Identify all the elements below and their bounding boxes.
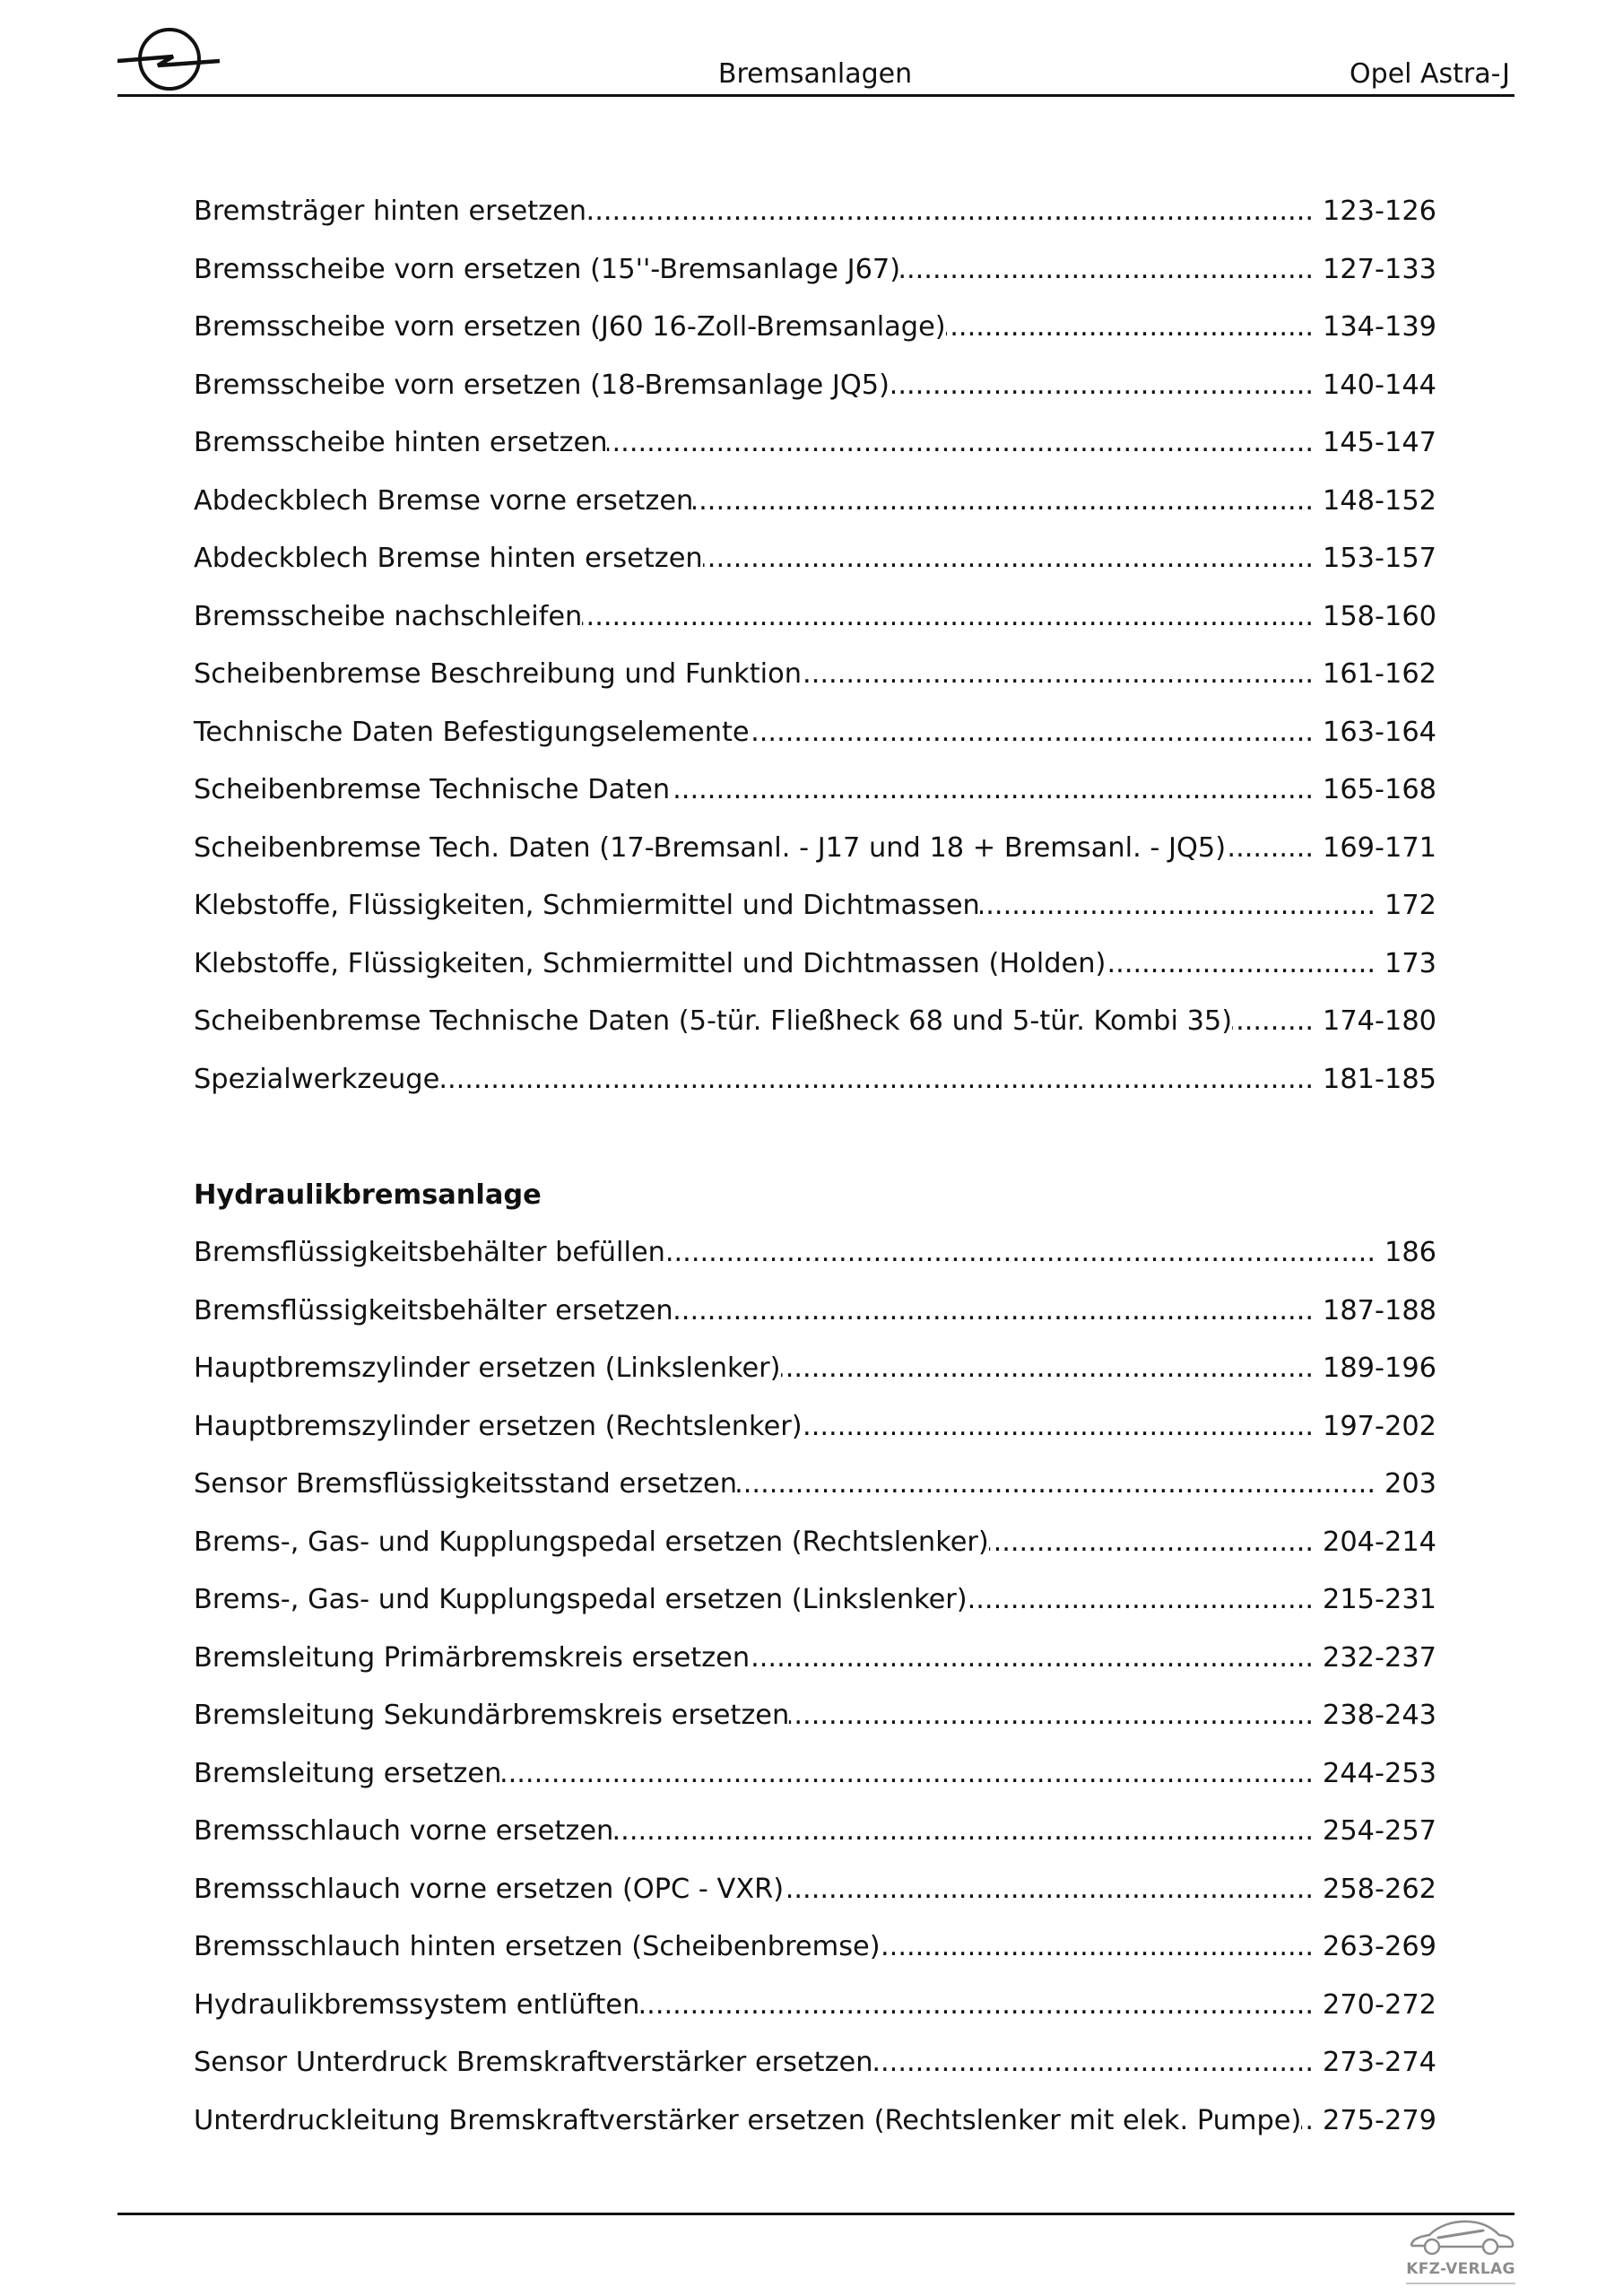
dot-leader	[890, 357, 1315, 415]
toc-entry-title: Bremsflüssigkeitsbehälter ersetzen	[194, 1294, 673, 1326]
toc-entry	[194, 935, 1436, 994]
toc-entry-title: Bremsleitung ersetzen	[194, 1757, 502, 1789]
toc-entry-title: Scheibenbremse Technische Daten (5-tür. Fließheck 68 und 5-tür. Kombi 35)	[194, 1005, 1233, 1037]
toc-entry-pages: 189-196	[1323, 1352, 1436, 1384]
toc-entry	[194, 299, 1436, 357]
toc-entry-title: Bremsscheibe hinten ersetzen	[194, 427, 608, 458]
dot-leader	[439, 1051, 1315, 1109]
dot-leader	[873, 2034, 1316, 2092]
toc-entry	[194, 530, 1436, 588]
toc-entry-pages: 263-269	[1323, 1931, 1436, 1962]
toc-entry	[194, 1283, 1436, 1341]
toc-entry-pages: 181-185	[1323, 1063, 1436, 1095]
toc-entry	[194, 183, 1436, 241]
toc-entry	[194, 357, 1436, 415]
section-spacer	[194, 1109, 1436, 1167]
toc-entry-title: Brems-, Gas- und Kupplungspedal ersetzen (Rechtslenker)	[194, 1526, 989, 1558]
toc-entry-pages: 197-202	[1323, 1410, 1436, 1442]
dot-leader	[670, 761, 1315, 820]
toc-entry	[194, 1051, 1436, 1109]
toc-entry	[194, 877, 1436, 935]
toc-entry-pages: 145-147	[1323, 427, 1436, 458]
toc-entry-pages: 173	[1384, 947, 1436, 979]
toc-entry-title: Bremsträger hinten ersetzen	[194, 196, 587, 227]
dot-leader	[693, 473, 1315, 531]
toc-entry-title: Scheibenbremse Beschreibung und Funktion	[194, 658, 802, 690]
toc-entry-title: Sensor Bremsflüssigkeitsstand ersetzen	[194, 1468, 737, 1500]
toc-entry-title: Hydraulikbremssystem entlüften	[194, 1988, 640, 2021]
toc-entry-title: Bremsscheibe vorn ersetzen (18-Bremsanlage JQ5)	[194, 369, 890, 401]
toc-entry	[194, 1514, 1436, 1572]
toc-entry-title: Spezialwerkzeuge	[194, 1063, 440, 1095]
toc-entry-pages: 163-164	[1323, 716, 1436, 748]
toc-entry-title: Abdeckblech Bremse hinten ersetzen	[194, 543, 703, 574]
toc-entry-pages: 169-171	[1323, 831, 1436, 864]
toc-entry-title: Technische Daten Befestigungselemente	[194, 716, 750, 748]
section-heading: Hydraulikbremsanlage	[194, 1178, 542, 1211]
toc-entry-pages: 153-157	[1323, 543, 1436, 574]
dot-leader	[802, 646, 1315, 704]
toc-entry	[194, 646, 1436, 704]
toc-entry	[194, 1745, 1436, 1804]
toc-entry	[194, 1340, 1436, 1398]
dot-leader	[781, 1340, 1315, 1398]
toc-entry	[194, 241, 1436, 300]
toc-entry-pages: 127-133	[1323, 253, 1436, 285]
toc-entry	[194, 1687, 1436, 1745]
toc-entry-title: Scheibenbremse Technische Daten	[194, 774, 671, 805]
toc-entry	[194, 414, 1436, 473]
dot-leader	[613, 1803, 1315, 1861]
toc-entry-title: Brems-, Gas- und Kupplungspedal ersetzen (Linkslenker)	[194, 1584, 968, 1615]
toc-entry-pages: 134-139	[1323, 311, 1436, 343]
dot-leader	[673, 1283, 1315, 1341]
toc-entry-title: Bremsleitung Sekundärbremskreis ersetzen	[194, 1700, 790, 1731]
dot-leader	[900, 241, 1315, 300]
toc-entry-pages: 204-214	[1323, 1526, 1436, 1558]
toc-entry-pages: 270-272	[1323, 1988, 1436, 2021]
dot-leader	[968, 1571, 1315, 1630]
dot-leader	[750, 1630, 1315, 1688]
dot-leader	[586, 183, 1315, 241]
dot-leader	[737, 1456, 1377, 1514]
toc-entry-title: Bremsschlauch vorne ersetzen	[194, 1815, 614, 1847]
dot-leader	[1301, 2092, 1315, 2151]
toc-entry-pages: 215-231	[1323, 1584, 1436, 1615]
toc-entry-title: Scheibenbremse Tech. Daten (17-Bremsanl. - J17 und 18 + Bremsanl. - JQ5)	[194, 831, 1227, 864]
toc-entry-pages: 203	[1384, 1468, 1436, 1500]
toc-entry	[194, 1398, 1436, 1457]
toc-entry-pages: 238-243	[1323, 1700, 1436, 1731]
dot-leader	[980, 877, 1377, 935]
dot-leader	[665, 1224, 1377, 1283]
toc-entry-title: Bremsscheibe vorn ersetzen (15''-Bremsanlage J67)	[194, 253, 901, 285]
toc-entry-title: Bremsschlauch vorne ersetzen (OPC - VXR)	[194, 1873, 785, 1905]
toc-entry	[194, 473, 1436, 531]
toc-entry-title: Sensor Unterdruck Bremskraftverstärker ersetzen	[194, 2047, 873, 2078]
toc-entry-title: Bremsscheibe nachschleifen	[194, 600, 583, 632]
dot-leader	[1106, 935, 1377, 994]
dot-leader	[784, 1861, 1315, 1919]
toc-entry-pages: 165-168	[1323, 774, 1436, 805]
toc-entry-pages: 148-152	[1323, 484, 1436, 517]
toc-entry	[194, 1803, 1436, 1861]
toc-entry	[194, 588, 1436, 647]
dot-leader	[803, 1398, 1315, 1457]
toc-entry	[194, 993, 1436, 1051]
header-title: Bremsanlagen	[717, 58, 913, 90]
toc-entry-pages: 275-279	[1323, 2104, 1436, 2136]
toc-entry-title: Hauptbremszylinder ersetzen (Rechtslenker)	[194, 1410, 803, 1442]
dot-leader	[501, 1745, 1315, 1804]
dot-leader	[639, 1977, 1315, 2035]
toc-entry	[194, 2092, 1436, 2151]
dot-leader	[881, 1918, 1315, 1977]
toc-entry-pages: 232-237	[1323, 1641, 1436, 1674]
dot-leader	[607, 414, 1315, 473]
toc-entry	[194, 820, 1436, 878]
header-vehicle: Opel Astra-J	[1350, 58, 1510, 90]
toc-entry-pages: 123-126	[1323, 196, 1436, 227]
dot-leader	[1232, 993, 1315, 1051]
toc-entry-title: Bremsscheibe vorn ersetzen (J60 16-Zoll-Bremsanlage)	[194, 311, 946, 343]
toc-entry	[194, 2034, 1436, 2092]
toc-entry-pages: 172	[1384, 890, 1436, 921]
dot-leader	[582, 588, 1315, 647]
toc-entry	[194, 761, 1436, 820]
toc-entry-title: Bremsflüssigkeitsbehälter befüllen	[194, 1237, 665, 1268]
toc-entry	[194, 1630, 1436, 1688]
toc-entry-pages: 161-162	[1323, 658, 1436, 690]
toc-entry	[194, 704, 1436, 762]
kfz-verlag-logo-text: KFZ-VERLAG	[1406, 2260, 1515, 2278]
dot-leader	[703, 530, 1315, 588]
toc-entry-title: Unterdruckleitung Bremskraftverstärker ersetzen (Rechtslenker mit elek. Pumpe)	[194, 2104, 1302, 2136]
table-of-contents	[194, 183, 1436, 2150]
toc-entry-title: Hauptbremszylinder ersetzen (Linkslenker)	[194, 1352, 781, 1384]
dot-leader	[750, 704, 1315, 762]
logo-tagline-graphic	[1406, 2283, 1515, 2284]
header-rule	[117, 94, 1515, 97]
toc-entry-pages: 273-274	[1323, 2047, 1436, 2078]
toc-entry-pages: 158-160	[1323, 600, 1436, 632]
dot-leader	[989, 1514, 1315, 1572]
toc-entry-title: Abdeckblech Bremse vorne ersetzen	[194, 484, 694, 517]
toc-entry-title: Klebstoffe, Flüssigkeiten, Schmiermittel und Dichtmassen	[194, 890, 980, 921]
toc-entry-pages: 187-188	[1323, 1294, 1436, 1326]
toc-entry-pages: 244-253	[1323, 1757, 1436, 1789]
footer-rule	[117, 2213, 1515, 2215]
toc-entry	[194, 1918, 1436, 1977]
toc-entry	[194, 1571, 1436, 1630]
opel-logo-icon	[117, 25, 220, 93]
dot-leader	[946, 299, 1315, 357]
toc-entry-pages: 258-262	[1323, 1873, 1436, 1905]
toc-entry	[194, 1977, 1436, 2035]
toc-entry-title: Bremsschlauch hinten ersetzen (Scheibenbremse)	[194, 1931, 881, 1962]
toc-entry-pages: 174-180	[1323, 1005, 1436, 1037]
toc-entry	[194, 1224, 1436, 1283]
dot-leader	[789, 1687, 1315, 1745]
toc-entry	[194, 1861, 1436, 1919]
toc-entry-pages: 140-144	[1323, 369, 1436, 401]
toc-entry-pages: 186	[1384, 1237, 1436, 1268]
toc-entry	[194, 1456, 1436, 1514]
toc-entry-pages: 254-257	[1323, 1815, 1436, 1847]
toc-entry-title: Klebstoffe, Flüssigkeiten, Schmiermittel und Dichtmassen (Holden)	[194, 947, 1107, 979]
dot-leader	[1226, 820, 1315, 878]
kfz-verlag-car-icon	[1404, 2215, 1517, 2257]
toc-entry-title: Bremsleitung Primärbremskreis ersetzen	[194, 1641, 751, 1674]
